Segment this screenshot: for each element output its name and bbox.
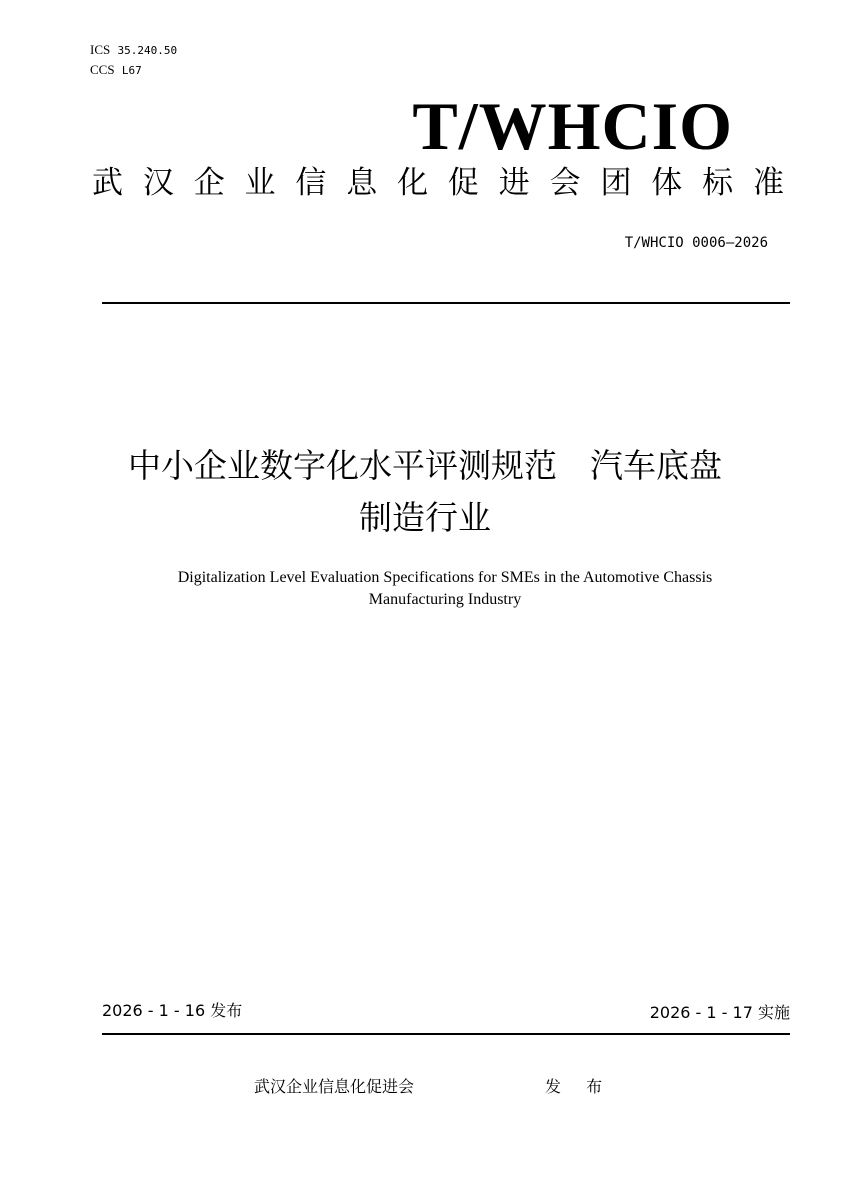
chinese-title-line-2: 制造行业 (359, 498, 491, 537)
org-name-char: 会 (549, 165, 581, 201)
org-name-char: 团 (600, 165, 632, 201)
ccs-label: CCS (90, 62, 115, 77)
header-divider (102, 302, 790, 304)
org-name-char: 体 (651, 165, 683, 201)
ics-code: 35.240.50 (117, 44, 178, 57)
ics-label: ICS (90, 42, 111, 57)
org-name-char: 进 (498, 165, 530, 201)
implementation-date: 2026 - 1 - 17 实施 (649, 1003, 790, 1022)
english-title-line-2: Manufacturing Industry (368, 591, 522, 608)
org-name-char: 汉 (142, 165, 174, 201)
standard-number: T/WHCIO 0006—2026 (624, 235, 768, 251)
chinese-title (0, 440, 850, 544)
ccs-code: L67 (121, 64, 142, 77)
org-name-char: 息 (346, 165, 378, 201)
org-name-char: 信 (295, 165, 327, 201)
ics-line (90, 42, 177, 59)
english-title (0, 567, 850, 611)
publisher-name: 武汉企业信息化促进会 (254, 1077, 415, 1096)
org-name-char: 企 (193, 165, 225, 201)
footer-divider (102, 1033, 790, 1035)
org-name (92, 160, 784, 206)
org-name-char: 标 (702, 165, 734, 201)
org-code-logo: T/WHCIO (412, 88, 733, 164)
org-name-char: 武 (92, 165, 123, 201)
chinese-title-line-1: 中小企业数字化水平评测规范 汽车底盘 (128, 446, 722, 485)
org-name-char: 促 (447, 165, 479, 201)
issue-date: 2026 - 1 - 16 发布 (102, 1001, 243, 1020)
publish-label: 发 布 (545, 1077, 613, 1096)
org-name-char: 准 (752, 165, 784, 201)
ccs-line (90, 62, 142, 79)
org-name-char: 业 (244, 165, 276, 201)
org-name-char: 化 (397, 165, 429, 201)
english-title-line-1: Digitalization Level Evaluation Specifications for SMEs in the Automotive Chassis (177, 569, 713, 586)
